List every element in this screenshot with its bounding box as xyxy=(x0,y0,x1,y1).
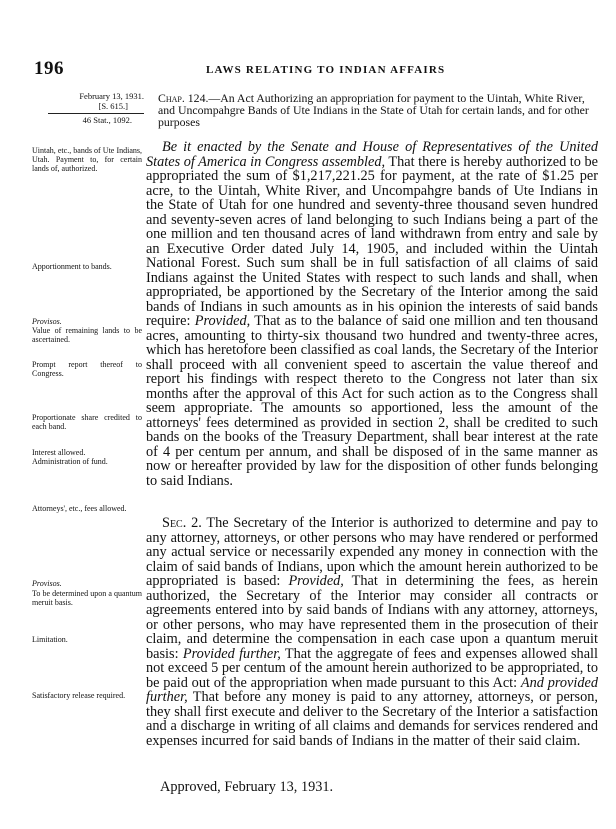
section-2-text: That the aggregate of fees and expenses allowed shall not exceed 5 per centum of the amount herein authorized to be appropriated, to be paid out of the appropriation when made pursuant to this Act: xyxy=(146,645,598,691)
margin-note: Satisfactory release required. xyxy=(32,691,126,700)
enacting-clause: Be it enacted by the Senate and House of Representatives of the United States of America in Congress assembled, xyxy=(146,139,598,170)
section-2-text: That in determining the fees, as herein authorized, the Secretary of the Interior may consider all contracts or agreements entered into by said bands of Indians with any attorney, attorneys, or other persons, who may have represented them in the prosecution of their claim, and determine the compensation in each case upon a quantum meruit basis: xyxy=(146,573,598,662)
proviso: Provided, xyxy=(288,573,344,589)
chapter-heading xyxy=(158,92,598,129)
proviso: Provided further, xyxy=(182,645,281,662)
running-title: LAWS RELATING TO INDIAN AFFAIRS xyxy=(206,64,446,76)
act-section-2 xyxy=(146,516,598,748)
proviso: And provided further, xyxy=(146,674,598,705)
margin-note: Proportionate share credited to each band. xyxy=(32,413,142,431)
section-1-text: That as to the balance of said one million and ten thousand acres, amounting to thirty-six thousand two hundred and twenty-three acres, which has heretofore been classified as coal lands, the Secretary of the Interior shall proceed with all convenient speed to ascertain the value thereof and report his findings with respect thereto to the Congress not later than six months after the approval of this Act for such action as to the Congress shall seem appropriate. The amounts so apportioned, less the amount of the attorneys' fees determined as provided in section 2, shall be credited to such bands on the books of the Treasury Department, shall bear interest at the rate of 4 per centum per annum, and shall be disposed of in the same manner as now or hereafter provided by law for the disposition of other funds belonging to said Indians. xyxy=(146,313,598,489)
margin-note: Interest allowed. xyxy=(32,448,86,457)
margin-note: Value of remaining lands to be ascertained. xyxy=(32,326,142,344)
approval-line: Approved, February 13, 1931. xyxy=(160,779,334,795)
section-2-text: That before any money is paid to any attorney, attorneys, or person, they shall first execute and deliver to the Secretary of the Interior a satisfaction and a discharge in writing of all claims and demands for services rendered and expenses incurred for said bands of Indians in the matter of their said claim. xyxy=(146,689,598,749)
margin-note: Prompt report thereof to Congress. xyxy=(32,360,142,378)
section-2-label: Sec. 2. xyxy=(162,515,202,531)
margin-note: Apportionment to bands. xyxy=(32,262,112,271)
margin-note: Uintah, etc., bands of Ute Indians, Utah. Payment to, for certain lands of, authorized. xyxy=(32,146,142,173)
statute-citation xyxy=(32,92,144,126)
citation-bill: [S. 615.] xyxy=(98,100,128,111)
margin-note: Administration of fund. xyxy=(32,457,108,466)
proviso: Provided, xyxy=(194,313,251,329)
act-section-1 xyxy=(146,140,598,488)
chapter-title: —An Act Authorizing an appropriation for payment to the Uintah, White River, and Uncompahgre Bands of Ute Indians in the State of Utah for certain lands, and for other purposes xyxy=(158,91,589,130)
chapter-label: Chap. 124. xyxy=(158,91,209,105)
page-number: 196 xyxy=(34,58,64,79)
citation-rule xyxy=(48,113,144,114)
section-2-text: The Secretary of the Interior is authorized to determine and pay to any attorney, attorneys, or other persons who may have rendered or performed any actual service or necessarily expended any money in connection with the claim of said bands of Indians, upon which the amount herein authorized to be appropriated is based: xyxy=(146,515,598,589)
citation-date: February 13, 1931. xyxy=(79,91,144,101)
margin-note: Attorneys', etc., fees allowed. xyxy=(32,504,127,513)
margin-note: Provisos. xyxy=(32,579,62,588)
citation-statute: 46 Stat., 1092. xyxy=(82,115,132,125)
margin-note: Provisos. xyxy=(32,317,62,326)
section-1-text: That there is hereby authorized to be appropriated the sum of $1,217,221.25 for payment, at the rate of $1.25 per acre, to the Uintah, White River, and Uncompahgre bands of Ute Indians in the State of Utah for one hundred and seventy-three thousand seven hundred and seventy-seven acres of land belonging to such Indians being a part of the one million and ten thousand acres of land withdrawn from entry and sale by an Executive Order dated July 14, 1905, and included within the Uintah National Forest. Such sum shall be in full satisfaction of all claims of said Indians against the United States with respect to such lands and shall, when appropriated, be apportioned by the Secretary of the Interior among the said bands of Indians in such amounts as in his opinion the interests of said bands require: xyxy=(146,153,598,329)
margin-note: Limitation. xyxy=(32,635,68,644)
margin-note: To be determined upon a quantum meruit basis. xyxy=(32,589,142,607)
